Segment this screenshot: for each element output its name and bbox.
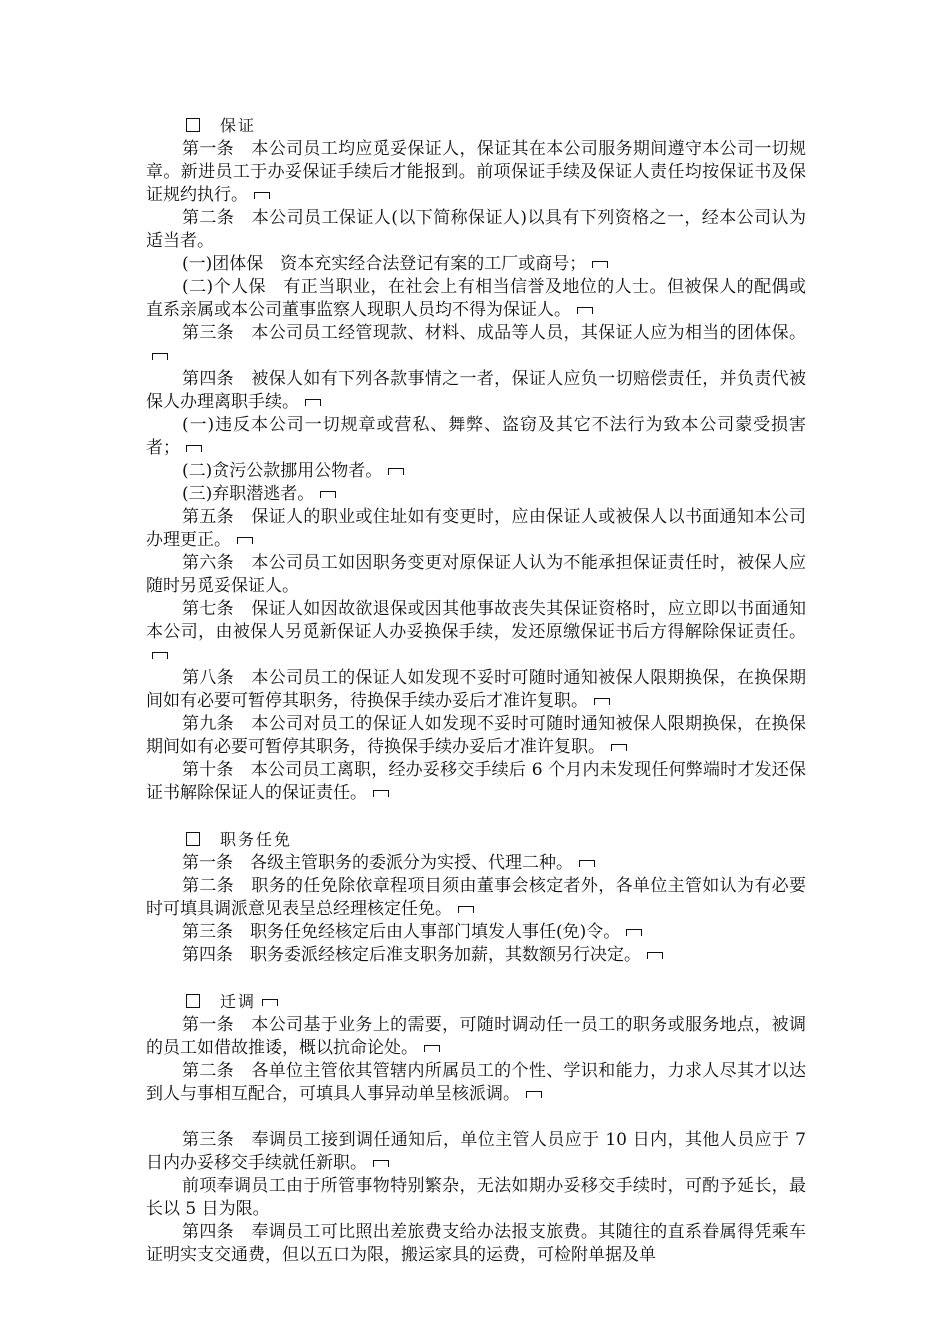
paragraph-mark-icon	[424, 1045, 440, 1052]
paragraph-mark-icon	[152, 353, 168, 360]
document-page	[146, 114, 806, 1267]
checkbox-square-icon	[186, 994, 200, 1008]
paragraph: 第四条 被保人如有下列各款事情之一者，保证人应负一切赔偿责任，并负责代被保人办理离职手续。	[146, 369, 806, 412]
paragraph: (二)个人保 有正当职业，在社会上有相当信誉及地位的人士。但被保人的配偶或直系亲属或本公司董事监察人现职人员均不得为保证人。	[146, 277, 806, 320]
paragraph-mark-icon	[254, 192, 270, 199]
paragraph-mark-icon	[594, 698, 610, 705]
section-title: 迁调	[220, 992, 257, 1011]
paragraph-mark-icon	[458, 906, 474, 913]
paragraph-mark-icon	[373, 790, 389, 797]
paragraph: (一)违反本公司一切规章或营私、舞弊、盗窃及其它不法行为致本公司蒙受损害者；	[146, 415, 806, 458]
paragraph: 第四条 奉调员工可比照出差旅费支给办法报支旅费。其随往的直系眷属得凭乘车证明实支交通费，但以五口为限，搬运家具的运费，可检附单据及单	[146, 1222, 806, 1265]
paragraph-mark-icon	[237, 537, 253, 544]
paragraph-mark-icon	[373, 1160, 389, 1167]
paragraph: 前项奉调员工由于所管事物特别繁杂，无法如期办妥移交手续时，可酌予延长，最长以 5 日为限。	[146, 1176, 806, 1219]
paragraph: 第九条 本公司对员工的保证人如发现不妥时可随时通知被保人限期换保，在换保期间如有必要可暂停其职务，待换保手续办妥后才准许复职。	[146, 714, 806, 757]
paragraph: 第一条 各级主管职务的委派分为实授、代理二种。	[146, 852, 806, 875]
paragraph: (一)团体保 资本充实经合法登记有案的工厂或商号；	[146, 253, 806, 276]
paragraph: 第三条 奉调员工接到调任通知后，单位主管人员应于 10 日内，其他人员应于 7 日内办妥移交手续就任新职。	[146, 1130, 806, 1173]
paragraph-mark-icon	[647, 952, 663, 959]
paragraph-mark-icon	[305, 399, 321, 406]
section-heading-guarantee	[146, 114, 806, 138]
paragraph: 第二条 本公司员工保证人(以下简称保证人)以具有下列资格之一，经本公司认为适当者。	[146, 208, 806, 251]
section-title: 职务任免	[220, 830, 293, 849]
paragraph: (三)弃职潜逃者。	[146, 483, 806, 506]
paragraph-mark-icon	[592, 261, 608, 268]
paragraph-mark-icon	[626, 929, 642, 936]
paragraph: 第一条 本公司员工均应觅妥保证人，保证其在本公司服务期间遵守本公司一切规章。新进员工于办妥保证手续后才能报到。前项保证手续及保证人责任均按保证书及保证规约执行。	[146, 139, 806, 205]
paragraph-mark-icon	[152, 652, 168, 659]
paragraph: 第一条 本公司基于业务上的需要，可随时调动任一员工的职务或服务地点，被调的员工如借故推诿，概以抗命论处。	[146, 1015, 806, 1058]
paragraph: 第四条 职务委派经核定后准支职务加薪，其数额另行决定。	[146, 944, 806, 967]
section-title: 保证	[220, 116, 257, 135]
paragraph: 第六条 本公司员工如因职务变更对原保证人认为不能承担保证责任时，被保人应随时另觅妥保证人。	[146, 553, 806, 596]
paragraph: 第三条 职务任免经核定后由人事部门填发人事任(免)令。	[146, 921, 806, 944]
paragraph-mark-icon	[577, 307, 593, 314]
paragraph: 第三条 本公司员工经管现款、材料、成品等人员，其保证人应为相当的团体保。	[146, 322, 806, 368]
paragraph: 第二条 职务的任免除依章程项目须由董事会核定者外，各单位主管如认为有必要时可填具调派意见表呈总经理核定任免。	[146, 876, 806, 919]
paragraph: (二)贪污公款挪用公物者。	[146, 460, 806, 483]
paragraph: 第十条 本公司员工离职，经办妥移交手续后 6 个月内未发现任何弊端时才发还保证书解除保证人的保证责任。	[146, 760, 806, 803]
paragraph-mark-icon	[611, 744, 627, 751]
paragraph-mark-icon	[262, 999, 278, 1006]
checkbox-square-icon	[186, 118, 200, 132]
paragraph-mark-icon	[320, 491, 336, 498]
paragraph: 第二条 各单位主管依其管辖内所属员工的个性、学识和能力，力求人尽其才以达到人与事相互配合，可填具人事异动单呈核派调。	[146, 1061, 806, 1104]
paragraph-mark-icon	[579, 860, 595, 867]
paragraph: 第五条 保证人的职业或住址如有变更时，应由保证人或被保人以书面通知本公司办理更正。	[146, 507, 806, 550]
checkbox-square-icon	[186, 832, 200, 846]
section-heading-transfer	[146, 990, 806, 1014]
paragraph-mark-icon	[388, 468, 404, 475]
paragraph: 第八条 本公司员工的保证人如发现不妥时可随时通知被保人限期换保，在换保期间如有必要可暂停其职务，待换保手续办妥后才准许复职。	[146, 668, 806, 711]
paragraph-mark-icon	[526, 1091, 542, 1098]
section-heading-appointment	[146, 828, 806, 852]
paragraph-mark-icon	[186, 445, 202, 452]
paragraph: 第七条 保证人如因故欲退保或因其他事故丧失其保证资格时，应立即以书面通知本公司，由被保人另觅新保证人办妥换保手续，发还原缴保证书后方得解除保证责任。	[146, 598, 806, 667]
